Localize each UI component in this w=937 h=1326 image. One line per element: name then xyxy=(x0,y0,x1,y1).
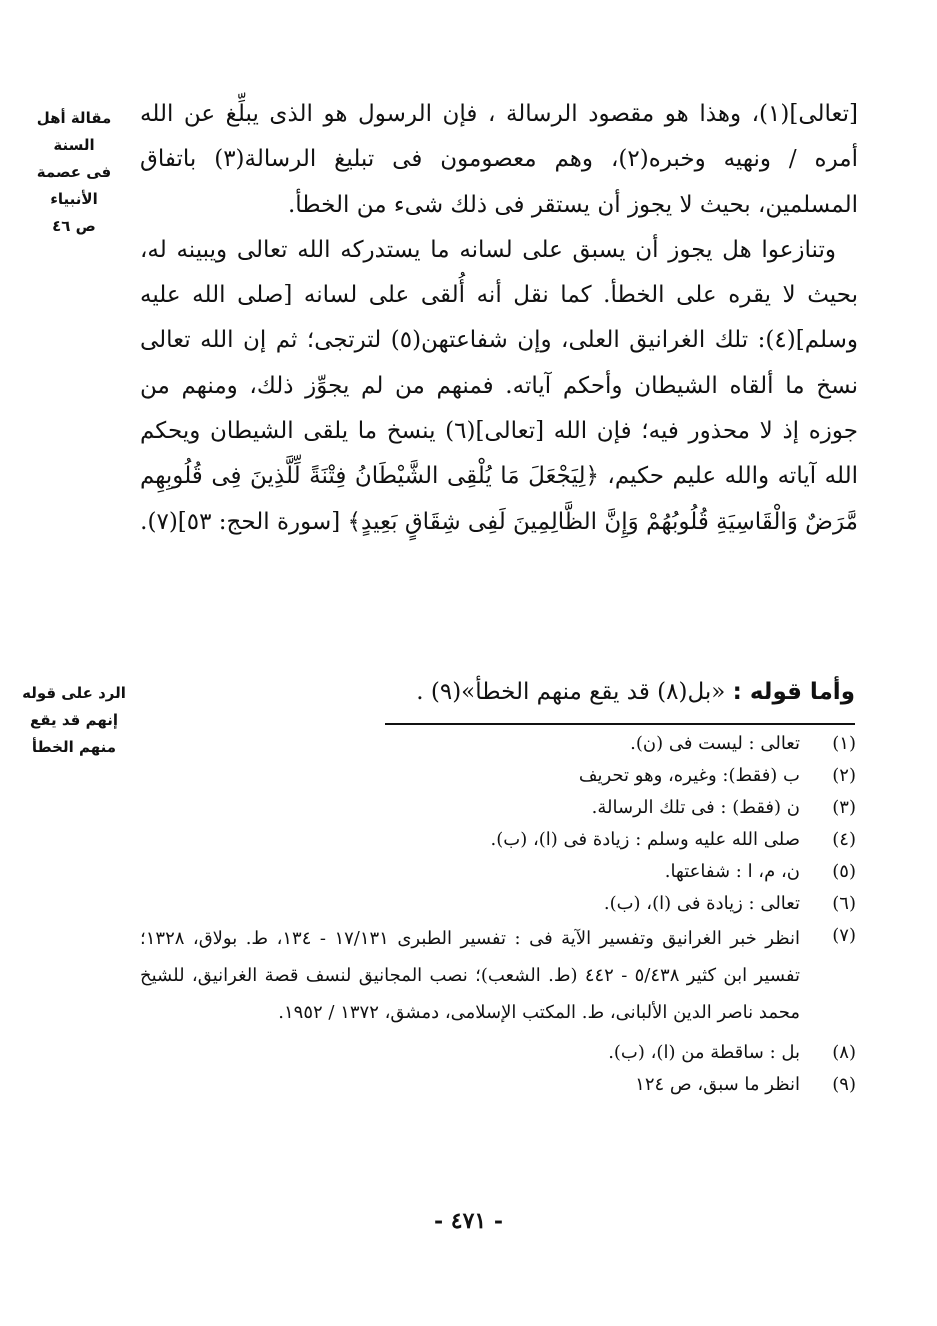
margin-note-line: منهم الخطأ xyxy=(31,738,117,756)
footnote xyxy=(140,824,856,855)
footnote-number: (٢) xyxy=(832,765,856,786)
footnote-number: (٧) xyxy=(832,925,856,946)
footnote-text: انظر ما سبق، ص ١٢٤ xyxy=(635,1074,800,1095)
footnote xyxy=(140,1037,856,1068)
footnote-divider xyxy=(385,723,855,725)
margin-note-infallibility xyxy=(14,105,134,240)
footnote-text: صلى الله عليه وسلم : زيادة فى (ا)، (ب). xyxy=(490,829,800,850)
margin-note-line: الرد على قوله xyxy=(22,684,126,702)
footnote-text: ن، م، ا : شفاعتها. xyxy=(664,861,800,882)
footnote xyxy=(140,888,856,919)
page-number: - ٤٧١ - xyxy=(433,1208,504,1234)
answer-lead: وأما قوله : xyxy=(732,679,855,705)
footnote-number: (٩) xyxy=(832,1074,856,1095)
margin-note-line: ص ٤٦ xyxy=(52,217,96,235)
footnote-number: (٤) xyxy=(832,829,856,850)
margin-note-line: فى عصمة الأنبياء xyxy=(36,163,112,208)
footnote-text: تعالى : ليست فى (ن). xyxy=(630,733,800,754)
footnote xyxy=(140,920,856,1031)
margin-note-response xyxy=(14,680,134,761)
footnote-number: (٥) xyxy=(832,861,856,882)
margin-note-line: إنهم قد يقع xyxy=(29,711,119,729)
answer-heading xyxy=(135,672,855,712)
footnote xyxy=(140,792,856,823)
footnote-text: تعالى : زيادة فى (ا)، (ب). xyxy=(603,893,800,914)
footnote-text: انظر خبر الغرانيق وتفسير الآية فى : تفسير الطبرى ١٧/١٣١ - ١٣٤، ط. بولاق، ١٣٢٨؛ تفسير ابن كثير ٥/٤٣٨ - ٤٤٢ (ط. الشعب)؛ نصب المجانيق لنسف قصة الغرانيق، للشيخ محمد ناصر الدين الألبانى، ط. المكتب الإسلامى، دمشق، ١٣٧٢ / ١٩٥٢. xyxy=(140,928,800,1023)
footnote-number: (١) xyxy=(832,733,856,754)
footnote xyxy=(140,760,856,791)
footnote-number: (٨) xyxy=(832,1042,856,1063)
answer-quote: «بل(٨) قد يقع منهم الخطأ»(٩) . xyxy=(416,679,726,705)
main-text xyxy=(140,92,858,545)
footnote-text: ب (فقط): وغيره، وهو تحريف xyxy=(578,765,800,786)
footnote-text: بل : ساقطة من (ا)، (ب). xyxy=(608,1042,800,1063)
footnotes xyxy=(140,728,856,1101)
paragraph-1: [تعالى](١)، وهذا هو مقصود الرسالة ، فإن الرسول هو الذى يبلِّغ عن الله أمره / ونهيه وخبره(٢)، وهم معصومون فى تبليغ الرسالة(٣) باتفاق المسلمين، بحيث لا يجوز أن يستقر فى ذلك شىء من الخطأ. xyxy=(140,101,859,218)
margin-note-line: مقالة أهل السنة xyxy=(36,109,112,154)
footnote-number: (٦) xyxy=(832,893,856,914)
footnote xyxy=(140,856,856,887)
footnote-number: (٣) xyxy=(832,797,856,818)
footnote-text: ن (فقط) : فى تلك الرسالة. xyxy=(591,797,800,818)
footnote xyxy=(140,728,856,759)
paragraph-2: وتنازعوا هل يجوز أن يسبق على لسانه ما يستدركه الله تعالى ويبينه له، بحيث لا يقره على الخطأ. كما نقل أنه أُلقى على لسانه [صلى الله عليه وسلم](٤): تلك الغرانيق العلى، وإن شفاعتهن(٥) لترتجى؛ ثم إن الله تعالى نسخ ما ألقاه الشيطان وأحكم آياته. فمنهم من لم يجوِّز ذلك، ومنهم من جوزه إذ لا محذور فيه؛ فإن الله [تعالى](٦) ينسخ ما يلقى الشيطان ويحكم الله آياته والله عليم حكيم، ﴿لِيَجْعَلَ مَا يُلْقِى الشَّيْطَانُ فِتْنَةً لِّلَّذِينَ فِى قُلُوبِهِم مَّرَضٌ وَالْقَاسِيَةِ قُلُوبُهُمْ وَإِنَّ الظَّالِمِينَ لَفِى شِقَاقٍ بَعِيدٍ﴾ [سورة الحج: ٥٣](٧). xyxy=(140,236,858,535)
footnote xyxy=(140,1069,856,1100)
